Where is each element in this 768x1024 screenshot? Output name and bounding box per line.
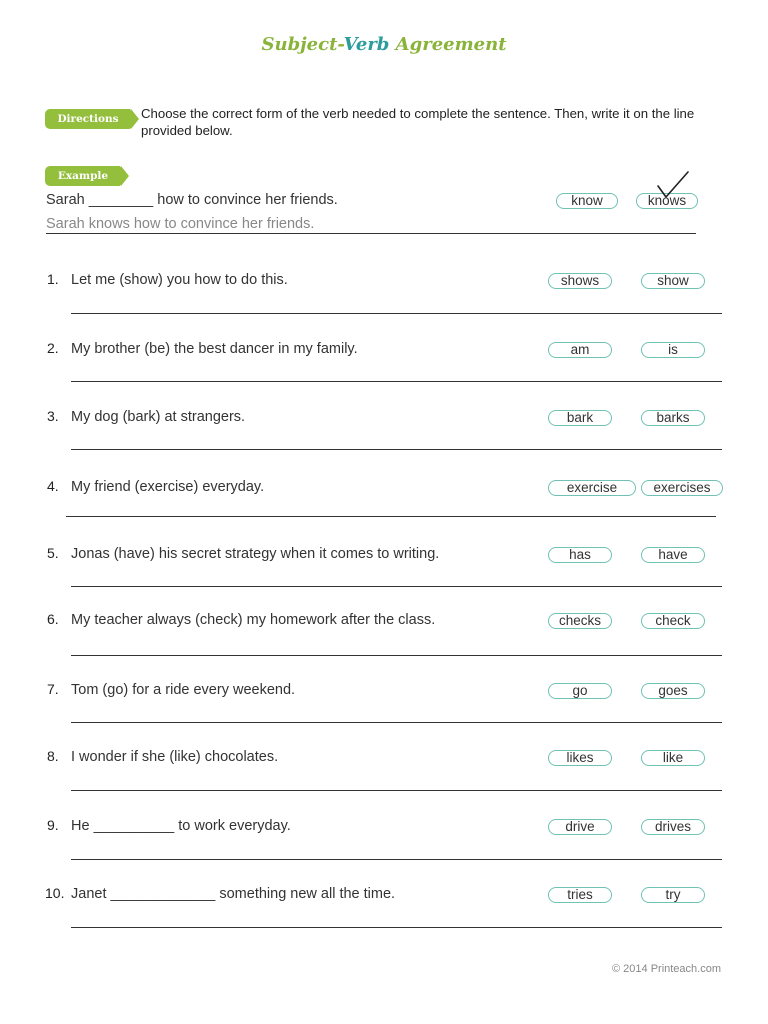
directions-tag: Directions	[45, 109, 131, 129]
copyright: © 2014 Printeach.com	[612, 963, 721, 975]
question-text: I wonder if she (like) chocolates.	[71, 749, 279, 765]
verb-option-check[interactable]: check	[641, 613, 705, 629]
question-number: 6.	[47, 611, 59, 627]
example-option-knows[interactable]: knows	[636, 193, 698, 209]
answer-line[interactable]	[71, 722, 722, 723]
verb-option-drive[interactable]: drive	[548, 819, 612, 835]
verb-option-shows[interactable]: shows	[548, 273, 612, 289]
question-number: 5.	[47, 545, 59, 561]
example-answer: Sarah knows how to convince her friends.	[46, 216, 315, 232]
question-text: Jonas (have) his secret strategy when it comes to writing.	[71, 546, 440, 562]
question-number: 4.	[47, 478, 59, 494]
verb-option-try[interactable]: try	[641, 887, 705, 903]
verb-option-tries[interactable]: tries	[548, 887, 612, 903]
verb-option-exercise[interactable]: exercise	[548, 480, 636, 496]
example-tag: Example	[45, 166, 121, 186]
verb-option-bark[interactable]: bark	[548, 410, 612, 426]
verb-option-have[interactable]: have	[641, 547, 705, 563]
answer-line[interactable]	[71, 927, 722, 928]
question-text: My teacher always (check) my homework after the class.	[71, 612, 436, 628]
question-number: 9.	[47, 817, 59, 833]
title-part-verb: Verb	[343, 34, 390, 55]
question-number: 7.	[47, 681, 59, 697]
answer-line[interactable]	[71, 381, 722, 382]
question-number: 1.	[47, 271, 59, 287]
question-number: 3.	[47, 408, 59, 424]
example-sentence: Sarah ________ how to convince her friends.	[46, 192, 338, 208]
verb-option-am[interactable]: am	[548, 342, 612, 358]
question-text: My dog (bark) at strangers.	[71, 409, 246, 425]
question-number: 10.	[45, 885, 65, 901]
title-part-subject: Subject-	[261, 34, 344, 55]
answer-line[interactable]	[71, 449, 722, 450]
title-part-agreement: Agreement	[389, 34, 507, 55]
checkmark-icon	[656, 170, 690, 204]
verb-option-exercises[interactable]: exercises	[641, 480, 723, 496]
question-text: My friend (exercise) everyday.	[71, 479, 265, 495]
answer-line[interactable]	[71, 655, 722, 656]
answer-line[interactable]	[71, 790, 722, 791]
verb-option-checks[interactable]: checks	[548, 613, 612, 629]
answer-line[interactable]	[71, 313, 722, 314]
answer-line[interactable]	[71, 586, 722, 587]
answer-line[interactable]	[66, 516, 716, 517]
page-title	[0, 34, 768, 55]
verb-option-has[interactable]: has	[548, 547, 612, 563]
verb-option-go[interactable]: go	[548, 683, 612, 699]
question-text: Let me (show) you how to do this.	[71, 272, 288, 288]
example-option-know[interactable]: know	[556, 193, 618, 209]
verb-option-likes[interactable]: likes	[548, 750, 612, 766]
question-text: He __________ to work everyday.	[71, 818, 291, 834]
answer-line[interactable]	[71, 859, 722, 860]
verb-option-is[interactable]: is	[641, 342, 705, 358]
example-answer-line	[46, 233, 696, 234]
verb-option-drives[interactable]: drives	[641, 819, 705, 835]
question-number: 8.	[47, 748, 59, 764]
question-text: Janet _____________ something new all the time.	[71, 886, 396, 902]
directions-text: Choose the correct form of the verb needed to complete the sentence. Then, write it on the line provided below.	[141, 106, 695, 138]
verb-option-show[interactable]: show	[641, 273, 705, 289]
question-text: My brother (be) the best dancer in my family.	[71, 341, 358, 357]
verb-option-goes[interactable]: goes	[641, 683, 705, 699]
question-text: Tom (go) for a ride every weekend.	[71, 682, 296, 698]
verb-option-barks[interactable]: barks	[641, 410, 705, 426]
question-number: 2.	[47, 340, 59, 356]
verb-option-like[interactable]: like	[641, 750, 705, 766]
